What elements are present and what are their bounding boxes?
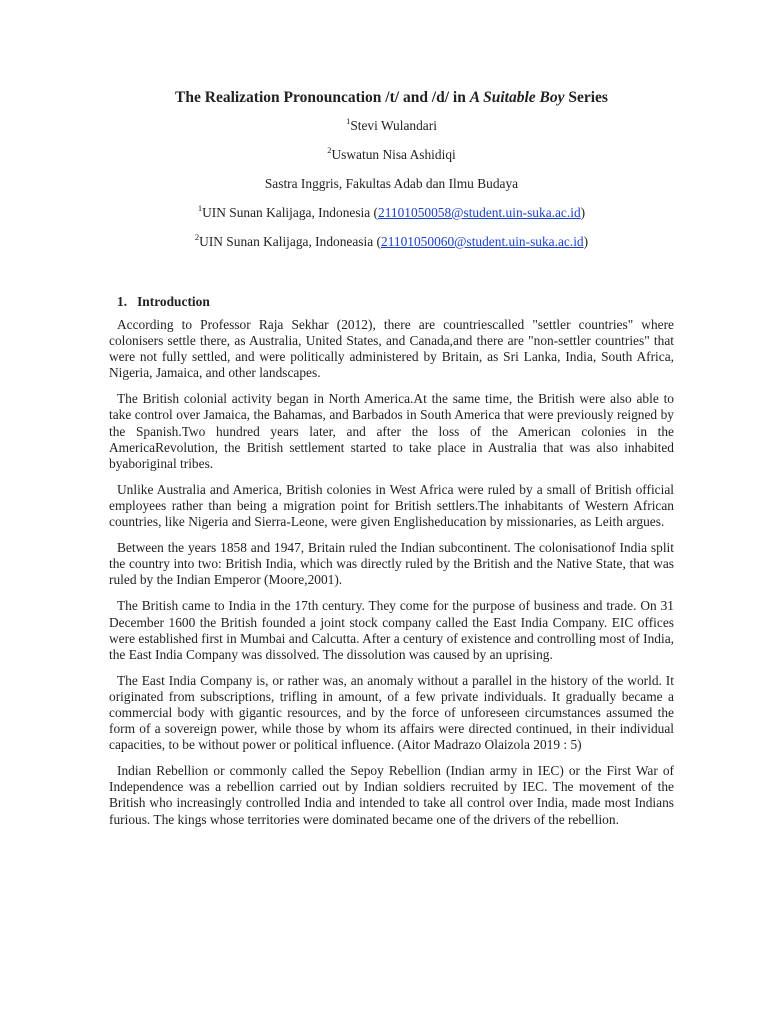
affiliation-1-sup: 1 — [197, 202, 203, 213]
paragraph-1: According to Professor Raja Sekhar (2012), there are countriescalled "settler countries" where colonisers settle there, as Australia, United States, and Canada,and there are "non-settler countries" that were not fully settled, and were politically administered by Britain, as Sri Lanka, India, South Africa, Nigeria, Jamaica, and other landscapes. — [109, 317, 674, 381]
author-2-sup: 2 — [327, 144, 332, 155]
affiliation-1-email-link[interactable]: 21101050058@student.uin-suka.ac.id — [378, 205, 581, 220]
paragraph-4: Between the years 1858 and 1947, Britain ruled the Indian subcontinent. The colonisationof India split the country into two: British India, which was directly ruled by the British and the Native State, that was ruled by the Indian Emperor (Moore,2001). — [109, 540, 674, 588]
section-number: 1. — [117, 294, 128, 309]
author-2-name: Uswatun Nisa Ashidiqi — [331, 147, 456, 162]
author-2 — [109, 146, 674, 164]
affiliation-2-sup: 2 — [194, 231, 200, 242]
paragraph-5: The British came to India in the 17th century. They come for the purpose of business and trade. On 31 December 1600 the British founded a joint stock company called the East India Company. EIC offices were established first in Mumbai and Calcutta. After a century of existence and controlling most of India, the East India Company was dissolved. The dissolution was caused by an uprising. — [109, 598, 674, 662]
affiliation-2-text: UIN Sunan Kalijaga, Indoneasia ( — [199, 234, 381, 249]
affiliation-1-close: ) — [580, 205, 586, 220]
affiliation-2 — [109, 233, 674, 251]
paragraph-2: The British colonial activity began in North America.At the same time, the British were also able to take control over Jamaica, the Bahamas, and Barbados in South America that were previously reigned by the Spanish.Two hundred years later, and after the loss of the American colonies in the AmericaRevolution, the British settlement started to take place in Australia that was also inhabited byaboriginal tribes. — [109, 391, 674, 471]
author-1 — [109, 117, 674, 135]
paragraph-3: Unlike Australia and America, British colonies in West Africa were ruled by a small of British official employees rather than being a migration point for British settlers.The inhabitants of Western African countries, like Nigeria and Sierra-Leone, were given Englisheducation by missionaries, as Leith argues. — [109, 481, 674, 530]
paragraph-7: Indian Rebellion or commonly called the Sepoy Rebellion (Indian army in IEC) or the First War of Independence was a rebellion carried out by Indian soldiers recruited by IEC. The movement of the British who increasingly controlled India and intended to take all control over India, made most Indians furious. The kings whose territories were dominated became one of the drivers of the rebellion. — [109, 763, 674, 827]
paper-title — [109, 88, 674, 108]
author-1-sup: 1 — [346, 115, 351, 126]
section-title: Introduction — [137, 294, 210, 309]
affiliation-1-text: UIN Sunan Kalijaga, Indonesia ( — [202, 205, 379, 220]
affiliation-1 — [109, 204, 674, 222]
affiliation-2-email-link[interactable]: 21101050060@student.uin-suka.ac.id — [381, 234, 584, 249]
title-suffix: Series — [564, 89, 608, 106]
title-prefix: The Realization Pronouncation /t/ and /d/ in — [175, 89, 470, 106]
affiliation-2-close: ) — [583, 234, 589, 249]
paragraph-6: The East India Company is, or rather was, an anomaly without a parallel in the history of the world. It originated from subscriptions, trifling in amount, of a few private individuals. It gradually became a commercial body with gigantic resources, and by the force of unforeseen circumstances assumed the form of a sovereign power, while those by whom its affairs were directed continued, in their individual capacities, to be without power or political influence. (Aitor Madrazo Olaizola 2019 : 5) — [109, 672, 674, 753]
author-1-name: Stevi Wulandari — [350, 118, 437, 133]
title-italic: A Suitable Boy — [469, 89, 565, 106]
department: Sastra Inggris, Fakultas Adab dan Ilmu Budaya — [264, 176, 519, 191]
section-heading-introduction — [117, 293, 674, 311]
